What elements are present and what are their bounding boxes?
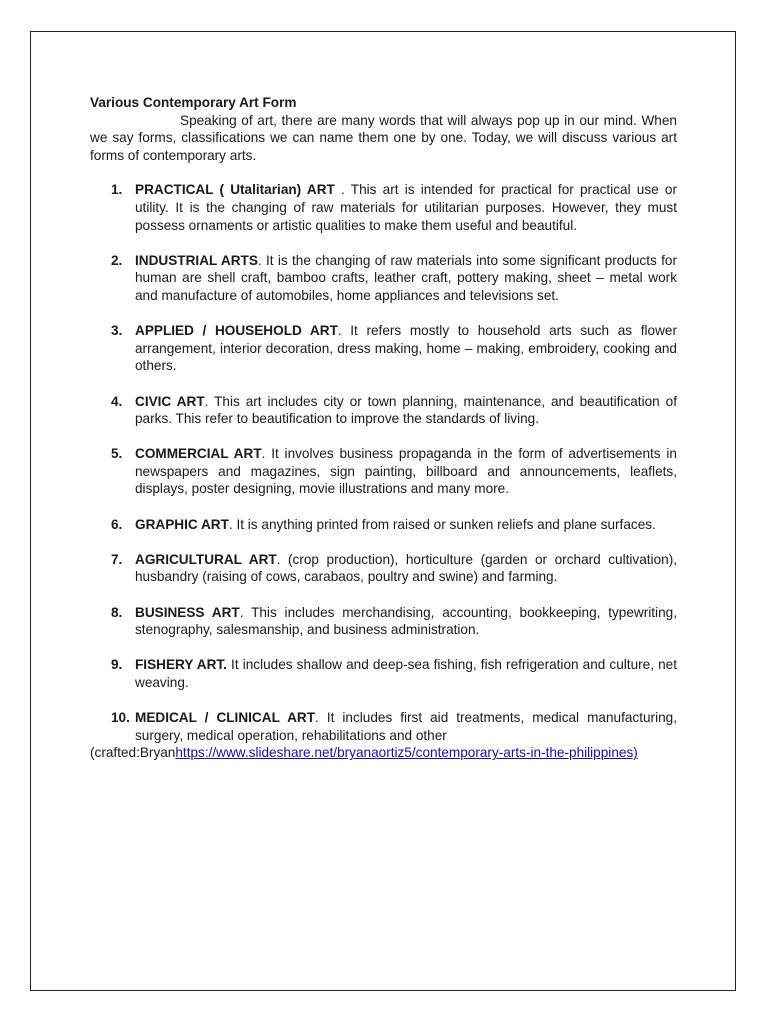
item-text: . It is anything printed from raised or sunken reliefs and plane surfaces.: [228, 516, 656, 532]
item-term: PRACTICAL ( Utalitarian) ART: [135, 182, 335, 198]
item-number: 6.: [111, 516, 123, 532]
item-term: COMMERCIAL ART: [135, 446, 262, 462]
item-number: 4.: [111, 393, 123, 409]
credit-prefix: (crafted:Bryan: [90, 745, 176, 761]
item-text: . This art is intended for practical for practical use or utility. It is the changing of raw materials for utilitarian purposes. However, they must possess ornaments or artistic qualities to make them useful and beautiful.: [135, 182, 677, 233]
item-term: INDUSTRIAL ARTS: [135, 252, 258, 268]
item-text: It includes shallow and deep-sea fishing, fish refrigeration and culture, net weaving.: [135, 657, 677, 690]
item-text: . This includes merchandising, accounting, bookkeeping, typewriting, stenography, salesmanship, and business administration.: [135, 604, 677, 638]
item-term: MEDICAL / CLINICAL ART: [135, 710, 316, 726]
list-item: [90, 516, 677, 534]
source-credit: [90, 744, 677, 762]
item-number: 8.: [111, 604, 123, 620]
list-item: [90, 709, 677, 744]
item-text: . (crop production), horticulture (garden or orchard cultivation), husbandry (raising of cows, carabaos, poultry and swine) and farming.: [135, 551, 677, 585]
item-term: BUSINESS ART: [135, 604, 240, 620]
list-item: [90, 656, 677, 691]
item-number: 2.: [111, 252, 123, 268]
item-number: 10.: [111, 710, 130, 726]
item-term: AGRICULTURAL ART: [135, 551, 277, 567]
item-number: 5.: [111, 446, 123, 462]
document-body: [90, 94, 677, 762]
item-number: 7.: [111, 551, 123, 567]
list-item: [90, 181, 677, 234]
list-item: [90, 252, 677, 305]
art-forms-list: [90, 181, 677, 744]
item-term: CIVIC ART: [135, 393, 205, 409]
list-item: [90, 445, 677, 498]
list-item: [90, 604, 677, 639]
item-term: FISHERY ART.: [135, 657, 227, 673]
document-title: Various Contemporary Art Form: [90, 95, 297, 110]
item-number: 9.: [111, 657, 123, 673]
item-text: . It includes first aid treatments, medical manufacturing, surgery, medical operation, rehabilitations and other: [135, 710, 677, 743]
source-link[interactable]: https://www.slideshare.net/bryanaortiz5/contemporary-arts-in-the-philippines): [175, 745, 638, 761]
item-text: . It refers mostly to household arts such as flower arrangement, interior decoration, dress making, home – making, embroidery, cooking and others.: [135, 323, 677, 374]
item-text: . It involves business propaganda in the form of advertisements in newspapers and magazines, sign painting, billboard and announcements, leaflets, displays, poster designing, movie illustrations and many more.: [135, 446, 677, 497]
item-term: GRAPHIC ART: [135, 516, 229, 532]
list-item: [90, 551, 677, 586]
item-text: . This art includes city or town planning, maintenance, and beautification of parks. This refer to beautification to improve the standards of living.: [135, 393, 677, 427]
item-term: APPLIED / HOUSEHOLD ART: [135, 323, 338, 339]
list-item: [90, 393, 677, 428]
intro-paragraph: Speaking of art, there are many words that will always pop up in our mind. When we say forms, classifications we can name them one by one. Today, we will discuss various art forms of contemporary arts.: [90, 112, 677, 163]
item-number: 1.: [111, 182, 123, 198]
item-number: 3.: [111, 323, 123, 339]
list-item: [90, 322, 677, 375]
item-text: . It is the changing of raw materials into some significant products for human are shell craft, bamboo crafts, leather craft, pottery making, sheet – metal work and manufacture of automobiles, home appliances and televisions set.: [135, 252, 677, 303]
